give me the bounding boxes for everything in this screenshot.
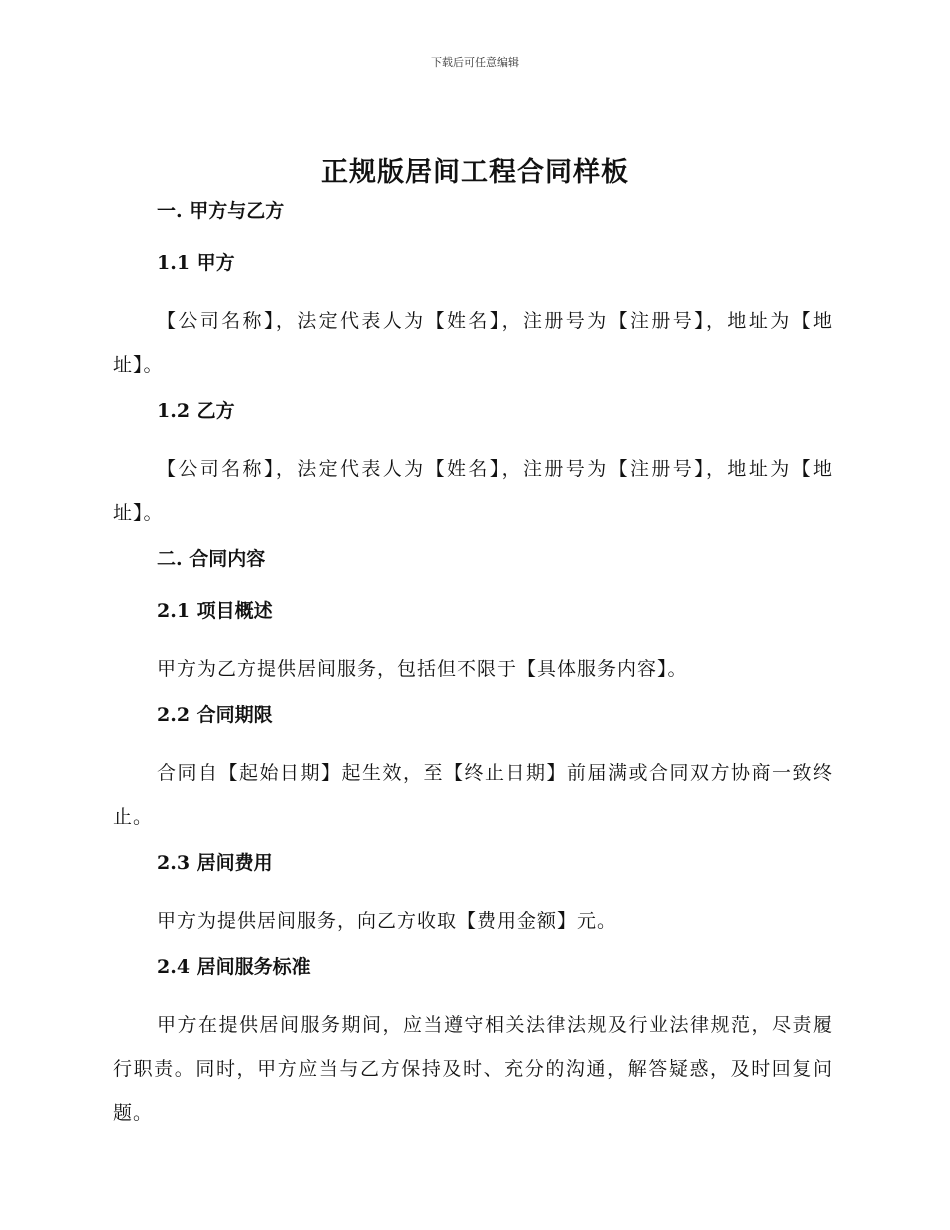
document-body <box>113 195 833 1143</box>
document-title: 正规版居间工程合同样板 <box>321 157 629 188</box>
paragraph-2-2: 合同自【起始日期】起生效，至【终止日期】前届满或合同双方协商一致终止。 <box>113 762 833 828</box>
paragraph-1-1: 【公司名称】，法定代表人为【姓名】，注册号为【注册号】，地址为【地址】。 <box>113 310 833 376</box>
section-heading-1: 一. 甲方与乙方 <box>157 200 285 222</box>
subsection-heading-1-2: 1.2 乙方 <box>157 400 235 422</box>
subsection-heading-2-3: 2.3 居间费用 <box>157 852 273 874</box>
header-note: 下载后可任意编辑 <box>431 56 519 69</box>
paragraph-2-4: 甲方在提供居间服务期间，应当遵守相关法律法规及行业法律规范，尽责履行职责。同时，甲方应当与乙方保持及时、充分的沟通，解答疑惑，及时回复问题。 <box>113 1014 833 1124</box>
paragraph-1-2: 【公司名称】，法定代表人为【姓名】，注册号为【注册号】，地址为【地址】。 <box>113 458 833 524</box>
subsection-heading-2-1: 2.1 项目概述 <box>157 600 273 622</box>
subsection-heading-2-4: 2.4 居间服务标准 <box>157 956 311 978</box>
paragraph-2-3: 甲方为提供居间服务，向乙方收取【费用金额】元。 <box>157 910 618 932</box>
section-heading-2: 二. 合同内容 <box>157 548 266 570</box>
subsection-heading-1-1: 1.1 甲方 <box>157 252 235 274</box>
subsection-heading-2-2: 2.2 合同期限 <box>157 704 273 726</box>
paragraph-2-1: 甲方为乙方提供居间服务，包括但不限于【具体服务内容】。 <box>157 658 688 680</box>
